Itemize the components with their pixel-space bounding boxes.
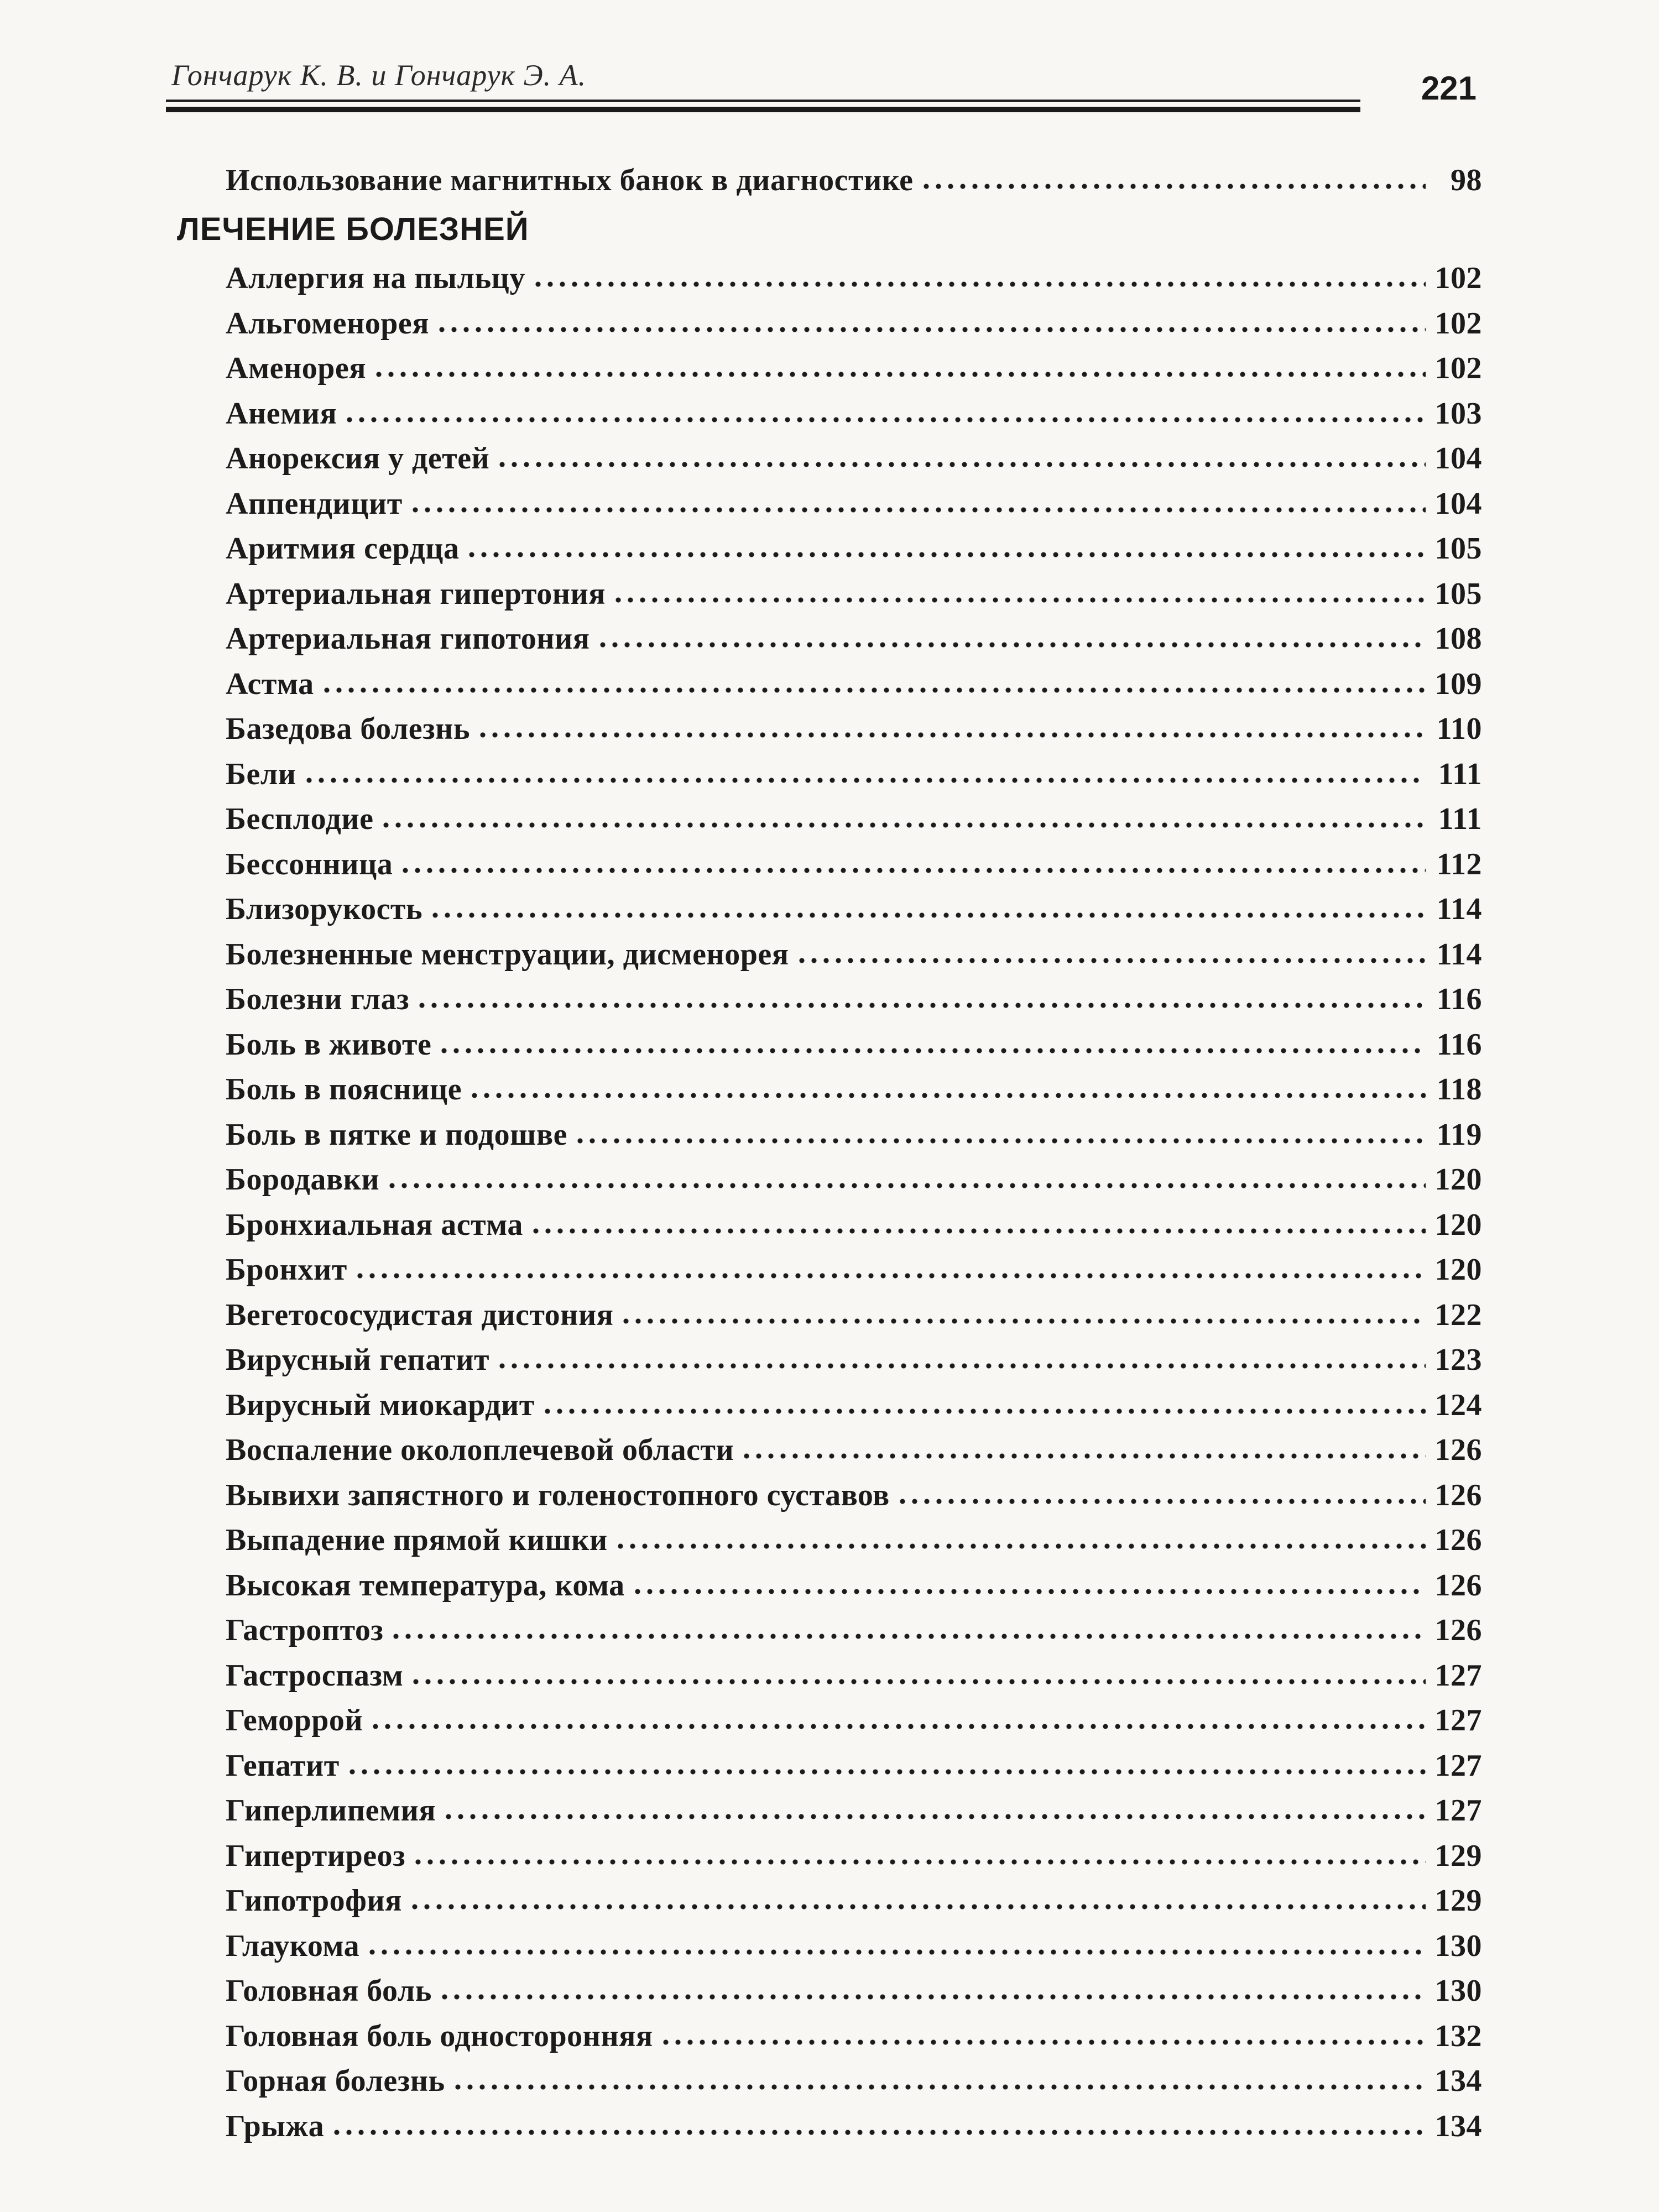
- toc-entry-title: Близорукость: [226, 892, 423, 927]
- toc-entry: [177, 1202, 1482, 1248]
- dot-leader: [541, 1406, 1426, 1417]
- dot-leader: [390, 1631, 1426, 1642]
- toc-entry-page: 120: [1434, 1162, 1482, 1197]
- dot-leader: [496, 1360, 1426, 1371]
- toc-entry: [177, 1248, 1482, 1293]
- dot-leader: [532, 279, 1426, 290]
- toc-entry: [177, 1743, 1482, 1788]
- toc-entry-title: Гастроспазм: [226, 1658, 404, 1693]
- toc-entry-title: Аллергия на пыльцу: [226, 261, 525, 296]
- toc-entry-title: Гипертиреоз: [226, 1838, 406, 1873]
- toc-entry: [177, 2104, 1482, 2149]
- toc-entry: [177, 1022, 1482, 1067]
- dot-leader: [660, 2037, 1426, 2048]
- toc-entry-title: Артериальная гипотония: [226, 622, 590, 656]
- dot-leader: [346, 1766, 1426, 1777]
- toc-entry-title: Боль в пояснице: [226, 1072, 462, 1107]
- toc-entry-page: 122: [1434, 1297, 1482, 1332]
- toc-entry: [177, 256, 1482, 301]
- dot-leader: [409, 1901, 1426, 1912]
- dot-leader: [416, 1000, 1426, 1011]
- toc-entry: [177, 887, 1482, 932]
- toc-entry-title: Бессонница: [226, 847, 393, 881]
- toc-entry: [177, 1473, 1482, 1518]
- toc-entry-page: 105: [1434, 531, 1482, 566]
- toc-entry: [177, 617, 1482, 662]
- dot-leader: [373, 369, 1426, 380]
- dot-leader: [369, 1721, 1426, 1732]
- toc-entry-page: 127: [1434, 1748, 1482, 1783]
- toc-entry: [177, 1653, 1482, 1698]
- toc-entry: [177, 1879, 1482, 1924]
- toc-entry-page: 116: [1436, 1027, 1482, 1062]
- dot-leader: [632, 1586, 1426, 1597]
- toc-entry: [177, 1608, 1482, 1653]
- dot-leader: [380, 820, 1426, 831]
- toc-entry: [177, 1067, 1482, 1113]
- dot-leader: [303, 775, 1426, 786]
- toc-entry-title: Базедова болезнь: [226, 712, 470, 747]
- toc-entry-title: Болезненные менструации, дисменорея: [226, 937, 789, 972]
- dot-leader: [466, 549, 1426, 560]
- toc-entry-page: 130: [1434, 1974, 1482, 2008]
- toc-entry: [177, 797, 1482, 842]
- toc-entry: [177, 1833, 1482, 1879]
- dot-leader: [429, 910, 1426, 921]
- toc-entry-page: 114: [1436, 892, 1482, 927]
- toc-entry-page: 102: [1434, 351, 1482, 386]
- toc-entry: [177, 932, 1482, 977]
- toc-entry-title: Использование магнитных банок в диагностике: [226, 163, 914, 197]
- toc-entry: [177, 391, 1482, 436]
- toc-entry-title: Головная боль односторонняя: [226, 2018, 653, 2053]
- dot-leader: [477, 729, 1426, 740]
- toc-entry: [177, 1518, 1482, 1563]
- toc-entry-page: 103: [1434, 396, 1482, 431]
- toc-entry: [177, 1112, 1482, 1157]
- toc-entry: [177, 2059, 1482, 2104]
- toc-entry: [177, 1698, 1482, 1744]
- toc-entry-title: Головная боль: [226, 1974, 432, 2008]
- toc-entry-title: Глаукома: [226, 1928, 360, 1963]
- toc-entry-title: Геморрой: [226, 1703, 363, 1738]
- toc-entry-title: Анорексия у детей: [226, 441, 490, 476]
- toc-entry-title: Вирусный миокардит: [226, 1387, 535, 1422]
- toc-entry-page: 124: [1434, 1387, 1482, 1422]
- toc-entry-page: 127: [1434, 1703, 1482, 1738]
- toc-entry-page: 134: [1434, 2109, 1482, 2143]
- toc-entry-page: 120: [1434, 1207, 1482, 1242]
- dot-leader: [740, 1451, 1426, 1462]
- dot-leader: [438, 1045, 1426, 1056]
- toc-entry-title: Вывихи запястного и голеностопного суставов: [226, 1478, 890, 1512]
- header-rule-thin: [166, 100, 1360, 102]
- toc-entry-title: Альгоменорея: [226, 306, 430, 341]
- dot-leader: [436, 324, 1426, 335]
- toc-entry-intro: [177, 158, 1482, 203]
- toc-entry: [177, 707, 1482, 752]
- toc-entry-title: Грыжа: [226, 2109, 325, 2143]
- toc-entry-page: 127: [1434, 1658, 1482, 1693]
- toc-entry-page: 111: [1438, 802, 1482, 837]
- toc-entry-title: Бородавки: [226, 1162, 380, 1197]
- toc-entry-page: 116: [1436, 982, 1482, 1017]
- toc-entry-title: Гиперлипемия: [226, 1793, 436, 1828]
- toc-entry-title: Бели: [226, 757, 296, 791]
- dot-leader: [530, 1225, 1426, 1237]
- toc-entry-page: 114: [1436, 937, 1482, 972]
- toc-entry-title: Бесплодие: [226, 802, 374, 837]
- page-header: [166, 53, 1493, 113]
- toc-entry-title: Выпадение прямой кишки: [226, 1523, 608, 1558]
- toc-entry-page: 104: [1434, 486, 1482, 521]
- toc-entry-title: Гастроптоз: [226, 1613, 384, 1648]
- toc-entry: [177, 1923, 1482, 1969]
- dot-leader: [452, 2081, 1426, 2093]
- toc-entry: [177, 1338, 1482, 1383]
- toc-entry-title: Анемия: [226, 396, 337, 431]
- toc-entry-page: 126: [1434, 1478, 1482, 1512]
- toc-entry: [177, 1563, 1482, 1608]
- toc-entry-page: 134: [1434, 2064, 1482, 2099]
- toc-entry-title: Артериальная гипертония: [226, 576, 606, 611]
- dot-leader: [496, 459, 1426, 470]
- toc-entry-title: Высокая температура, кома: [226, 1568, 625, 1603]
- toc-entry: [177, 752, 1482, 797]
- toc-entry-page: 105: [1434, 576, 1482, 611]
- dot-leader: [896, 1496, 1426, 1507]
- toc-entry: [177, 301, 1482, 346]
- toc-entry-page: 130: [1434, 1928, 1482, 1963]
- page-number: 221: [1421, 70, 1477, 107]
- toc-entry-title: Аппендицит: [226, 486, 403, 521]
- toc-entry-title: Вирусный гепатит: [226, 1343, 490, 1378]
- toc-entry: [177, 1383, 1482, 1428]
- dot-leader: [343, 414, 1426, 425]
- toc-entry-page: 126: [1434, 1613, 1482, 1648]
- toc-entry: [177, 1969, 1482, 2014]
- toc-entry-page: 104: [1434, 441, 1482, 476]
- toc-entry: [177, 1428, 1482, 1473]
- toc-entry-title: Астма: [226, 666, 314, 701]
- toc-entry: [177, 571, 1482, 617]
- toc-entry-page: 127: [1434, 1793, 1482, 1828]
- dot-leader: [366, 1947, 1426, 1958]
- toc-entry-page: 126: [1434, 1523, 1482, 1558]
- dot-leader: [354, 1270, 1426, 1281]
- dot-leader: [468, 1090, 1426, 1101]
- toc-entry: [177, 526, 1482, 572]
- toc-entry: [177, 346, 1482, 392]
- toc-entry-list: [177, 256, 1482, 2149]
- toc-entry-title: Гепатит: [226, 1748, 340, 1783]
- dot-leader: [386, 1180, 1426, 1191]
- toc-entry: [177, 436, 1482, 482]
- toc-entry: [177, 842, 1482, 887]
- toc-entry: [177, 977, 1482, 1022]
- dot-leader: [410, 1676, 1426, 1687]
- dot-leader: [620, 1316, 1426, 1327]
- toc-entry-page: 98: [1451, 163, 1482, 197]
- toc-entry: [177, 1788, 1482, 1834]
- toc-entry: [177, 2013, 1482, 2059]
- toc-entry-title: Гипотрофия: [226, 1884, 402, 1918]
- dot-leader: [399, 865, 1426, 876]
- toc-entry: [177, 1157, 1482, 1203]
- dot-leader: [439, 1991, 1426, 2002]
- toc-entry-page: 112: [1436, 847, 1482, 881]
- toc-entry: [177, 1292, 1482, 1338]
- toc-entry: [177, 661, 1482, 707]
- toc-entry-page: 126: [1434, 1433, 1482, 1468]
- toc-entry-title: Вегетососудистая дистония: [226, 1297, 614, 1332]
- dot-leader: [574, 1135, 1426, 1146]
- dot-leader: [412, 1856, 1426, 1867]
- toc-entry-page: 129: [1434, 1838, 1482, 1873]
- toc-entry-page: 120: [1434, 1253, 1482, 1287]
- toc-entry-page: 118: [1436, 1072, 1482, 1107]
- toc-entry-title: Болезни глаз: [226, 982, 410, 1017]
- dot-leader: [920, 181, 1426, 192]
- toc-entry-page: 110: [1436, 712, 1482, 747]
- dot-leader: [796, 955, 1426, 966]
- toc-entry-title: Аритмия сердца: [226, 531, 460, 566]
- toc-entry: [177, 481, 1482, 526]
- toc-entry-page: 109: [1434, 666, 1482, 701]
- toc-entry-title: Аменорея: [226, 351, 367, 386]
- dot-leader: [409, 504, 1426, 515]
- dot-leader: [612, 594, 1426, 606]
- toc-entry-page: 119: [1436, 1117, 1482, 1152]
- toc-entry-title: Бронхит: [226, 1253, 347, 1287]
- dot-leader: [321, 685, 1426, 696]
- toc-entry-page: 126: [1434, 1568, 1482, 1603]
- toc-entry-page: 108: [1434, 622, 1482, 656]
- dot-leader: [442, 1811, 1426, 1822]
- toc-entry-title: Горная болезнь: [226, 2064, 445, 2099]
- toc-entry-title: Воспаление околоплечевой области: [226, 1433, 734, 1468]
- toc-entry-page: 123: [1434, 1343, 1482, 1378]
- toc-entry-page: 129: [1434, 1884, 1482, 1918]
- dot-leader: [331, 2127, 1426, 2138]
- dot-leader: [614, 1541, 1426, 1552]
- header-rule-thick: [166, 107, 1360, 112]
- toc-entry-page: 102: [1434, 306, 1482, 341]
- toc-entry-title: Боль в пятке и подошве: [226, 1117, 567, 1152]
- dot-leader: [597, 639, 1426, 650]
- toc-entry-page: 132: [1434, 2018, 1482, 2053]
- toc-entry-page: 111: [1438, 757, 1482, 791]
- toc-entry-title: Бронхиальная астма: [226, 1207, 523, 1242]
- toc-entry-title: Боль в животе: [226, 1027, 432, 1062]
- table-of-contents: [177, 158, 1482, 2149]
- toc-entry-page: 102: [1434, 261, 1482, 296]
- running-head: Гончарук К. В. и Гончарук Э. А.: [171, 59, 587, 92]
- section-heading: ЛЕЧЕНИЕ БОЛЕЗНЕЙ: [177, 211, 529, 247]
